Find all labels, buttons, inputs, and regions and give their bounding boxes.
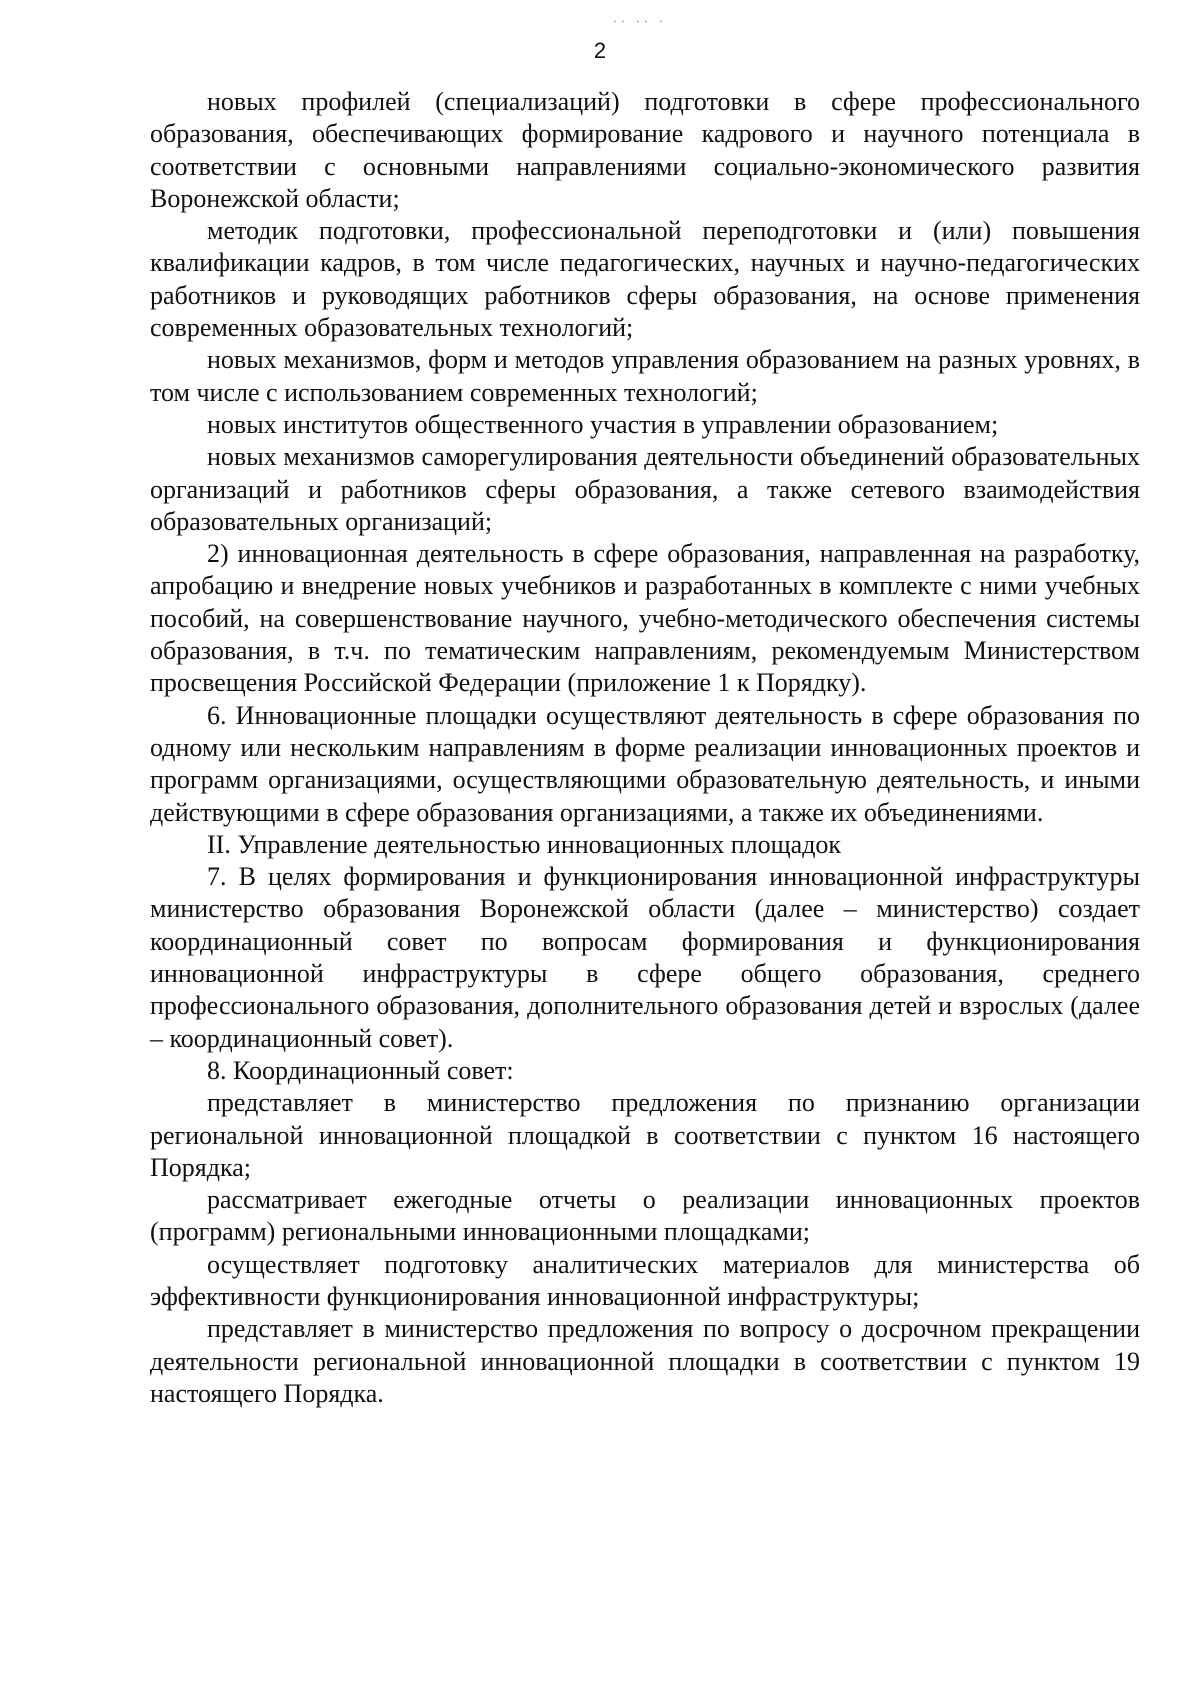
paragraph-item-7: 7. В целях формирования и функционирования инновационной инфраструктуры министерство образования Воронежской области (далее – министерство) создает координационный совет по вопросам формирования и функционирования инновационной инфраструктуры в сфере общего образования, среднего профессионального образования, дополнительного образования детей и взрослых (далее – координационный совет).: [150, 862, 1140, 1053]
paragraph-public-institutions: новых институтов общественного участия в управлении образованием;: [207, 409, 999, 439]
page-number: 2: [593, 38, 607, 63]
paragraph-methods: методик подготовки, профессиональной переподготовки и (или) повышения квалификации кадров, в том числе педагогических, научных и научно-педагогических работников и руководящих работников сферы образования, на основе применения современных образовательных технологий;: [150, 216, 1140, 343]
paragraph-new-profiles: новых профилей (специализаций) подготовки в сфере профессионального образования, обеспечивающих формирование кадрового и научного потенциала в соответствии с основными направлениями социально-экономического развития Воронежской области;: [150, 87, 1140, 213]
paragraph-management-mechanisms: новых механизмов, форм и методов управления образованием на разных уровнях, в том числе с использованием современных технологий;: [150, 345, 1140, 407]
paragraph-item-8: 8. Координационный совет:: [207, 1055, 514, 1085]
paragraph-council-reports: рассматривает ежегодные отчеты о реализации инновационных проектов (программ) региональными инновационными площадками;: [150, 1185, 1140, 1247]
paragraph-council-termination: представляет в министерство предложения по вопросу о досрочном прекращении деятельности региональной инновационной площадки в соответствии с пунктом 19 настоящего Порядка.: [150, 1314, 1140, 1408]
paragraph-item-6: 6. Инновационные площадки осуществляют деятельность в сфере образования по одному или нескольким направлениям в форме реализации инновационных проектов и программ организациями, осуществляющими образовательную деятельность, и иными действующими в сфере образования организациями, а также их объединениями.: [150, 700, 1140, 827]
paragraph-council-analytics: осуществляет подготовку аналитических материалов для министерства об эффективности функционирования инновационной инфраструктуры;: [150, 1249, 1140, 1311]
paragraph-item-2: 2) инновационная деятельность в сфере образования, направленная на разработку, апробацию и внедрение новых учебников и разработанных в комплекте с ними учебных пособий, на совершенствование научного, учебно-методического обеспечения системы образования, в т.ч. по тематическим направлениям, рекомендуемым Министерством просвещения Российской Федерации (приложение 1 к Порядку).: [150, 539, 1140, 698]
section-heading-management: II. Управление деятельностью инновационных площадок: [207, 829, 842, 859]
scan-marks: ·· ·· ·: [613, 14, 667, 28]
paragraph-self-regulation: новых механизмов саморегулирования деятельности объединений образовательных организаций и работников сферы образования, а также сетевого взаимодействия образовательных организаций;: [150, 442, 1140, 536]
paragraph-council-proposals: представляет в министерство предложения по признанию организации региональной инновационной площадкой в соответствии с пунктом 16 настоящего Порядка;: [150, 1088, 1140, 1182]
document-body: [150, 86, 1140, 1410]
